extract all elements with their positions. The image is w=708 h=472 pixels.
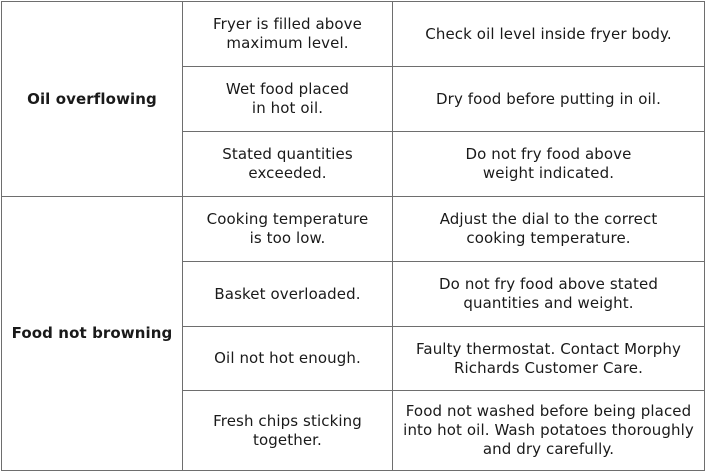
solution-text: Faulty thermostat. Contact Morphy [416, 339, 681, 358]
solution-text: Adjust the dial to the correct [439, 210, 658, 228]
solution-cell [393, 262, 705, 327]
cause-text: Wet food placed [225, 80, 350, 98]
cause-text: Cooking temperature [206, 210, 369, 228]
solution-text: into hot oil. Wash potatoes thoroughly [403, 421, 694, 439]
solution-cell [393, 67, 705, 132]
cause-cell [183, 262, 393, 327]
problem-cell: Oil overflowing [2, 2, 183, 197]
solution-text: Richards Customer Care. [454, 358, 643, 377]
cause-text: maximum level. [226, 34, 349, 52]
cause-cell [183, 2, 393, 67]
cause-text: Stated quantities [222, 145, 353, 163]
cause-cell [183, 391, 393, 471]
solution-cell [393, 327, 705, 391]
solution-text: Dry food before putting in oil. [436, 89, 661, 108]
cause-text: together. [253, 430, 322, 449]
table-row [2, 2, 705, 67]
problem-cell: Food not browning [2, 197, 183, 471]
solution-text: Do not fry food above [465, 145, 632, 163]
solution-text: Check oil level inside fryer body. [425, 24, 672, 43]
cause-cell [183, 132, 393, 197]
solution-text: Do not fry food above stated [439, 275, 658, 293]
solution-text: weight indicated. [482, 164, 615, 182]
solution-cell [393, 2, 705, 67]
solution-cell [393, 132, 705, 197]
cause-text: exceeded. [248, 164, 327, 182]
cause-text: in hot oil. [251, 99, 324, 117]
solution-cell [393, 391, 705, 471]
solution-text: Food not washed before being placed [405, 402, 692, 420]
troubleshooting-table [1, 1, 705, 471]
cause-cell [183, 197, 393, 262]
cause-cell [183, 67, 393, 132]
solution-text: and dry carefully. [482, 440, 615, 458]
table-row [2, 197, 705, 262]
solution-text: quantities and weight. [463, 294, 634, 312]
cause-cell [183, 327, 393, 391]
solution-cell [393, 197, 705, 262]
cause-text: Fryer is filled above [213, 15, 362, 33]
cause-text: Basket overloaded. [214, 284, 361, 303]
cause-text: Oil not hot enough. [214, 349, 361, 367]
cause-text: is too low. [249, 229, 326, 247]
solution-text: cooking temperature. [466, 229, 631, 247]
cause-text: Fresh chips sticking [213, 411, 362, 430]
